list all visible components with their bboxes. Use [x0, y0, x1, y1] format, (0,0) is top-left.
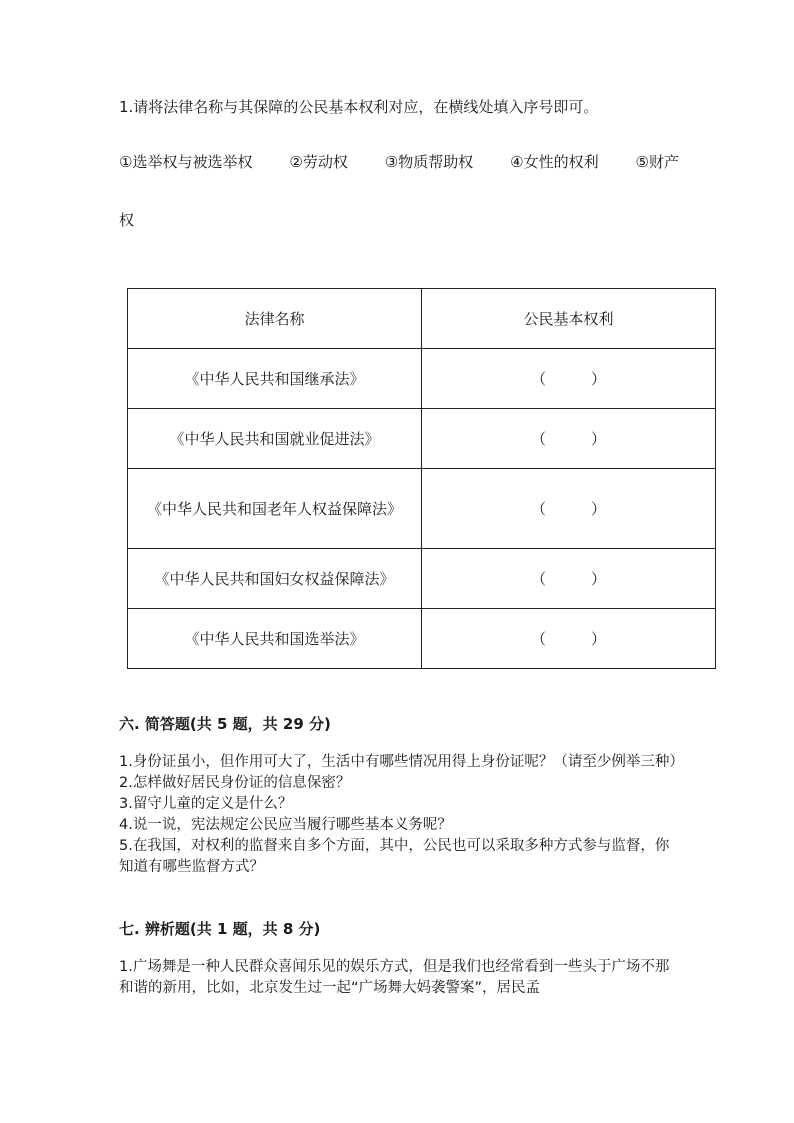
- law-rights-table: [127, 288, 716, 669]
- law-name-cell: 《中华人民共和国选举法》: [128, 609, 422, 669]
- header-basic-rights: 公民基本权利: [422, 289, 716, 349]
- table-header-row: [128, 289, 716, 349]
- table-row: [128, 469, 716, 549]
- options-list: [119, 151, 679, 172]
- answer-blank[interactable]: （ ）: [422, 549, 716, 609]
- table-row: [128, 549, 716, 609]
- header-law-name: 法律名称: [128, 289, 422, 349]
- table-row: [128, 409, 716, 469]
- question-1-prompt: 1.请将法律名称与其保障的公民基本权利对应，在横线处填入序号即可。: [119, 98, 599, 116]
- table-row: [128, 349, 716, 409]
- list-item: 5.在我国，对权利的监督来自多个方面，其中，公民也可以采取多种方式参与监督，你知道有哪些监督方式？: [119, 838, 670, 875]
- law-name-cell: 《中华人民共和国就业促进法》: [128, 409, 422, 469]
- section-7-title: 七. 辨析题(共 1 题，共 8 分): [119, 920, 321, 938]
- answer-blank[interactable]: （ ）: [422, 409, 716, 469]
- law-name-cell: 《中华人民共和国老年人权益保障法》: [128, 469, 422, 549]
- answer-blank[interactable]: （ ）: [422, 469, 716, 549]
- section-7-questions: [119, 957, 679, 999]
- answer-blank[interactable]: （ ）: [422, 349, 716, 409]
- answer-blank[interactable]: （ ）: [422, 609, 716, 669]
- option-2: ②劳动权: [289, 153, 348, 171]
- option-1: ①选举权与被选举权: [119, 153, 253, 171]
- list-item: 1.身份证虽小，但作用可大了，生活中有哪些情况用得上身份证呢？（请至少例举三种）: [119, 754, 684, 770]
- list-item: 3.留守儿童的定义是什么？: [119, 796, 293, 812]
- law-name-cell: 《中华人民共和国继承法》: [128, 349, 422, 409]
- law-name-cell: 《中华人民共和国妇女权益保障法》: [128, 549, 422, 609]
- option-3: ③物质帮助权: [384, 153, 474, 171]
- section-6-questions: [119, 752, 684, 878]
- option-5-continuation: 权: [119, 211, 135, 229]
- list-item: 1.广场舞是一种人民群众喜闻乐见的娱乐方式，但是我们也经常看到一些头于广场不那和谐的新用，比如，北京发生过一起“广场舞大妈袭警案”，居民孟: [119, 959, 670, 996]
- section-6-title: 六. 简答题(共 5 题，共 29 分): [119, 715, 331, 733]
- option-4: ④女性的权利: [510, 153, 599, 171]
- list-item: 2.怎样做好居民身份证的信息保密？: [119, 775, 351, 791]
- table-row: [128, 609, 716, 669]
- option-5: ⑤财产: [635, 153, 679, 171]
- list-item: 4.说一说，宪法规定公民应当履行哪些基本义务呢？: [119, 817, 452, 833]
